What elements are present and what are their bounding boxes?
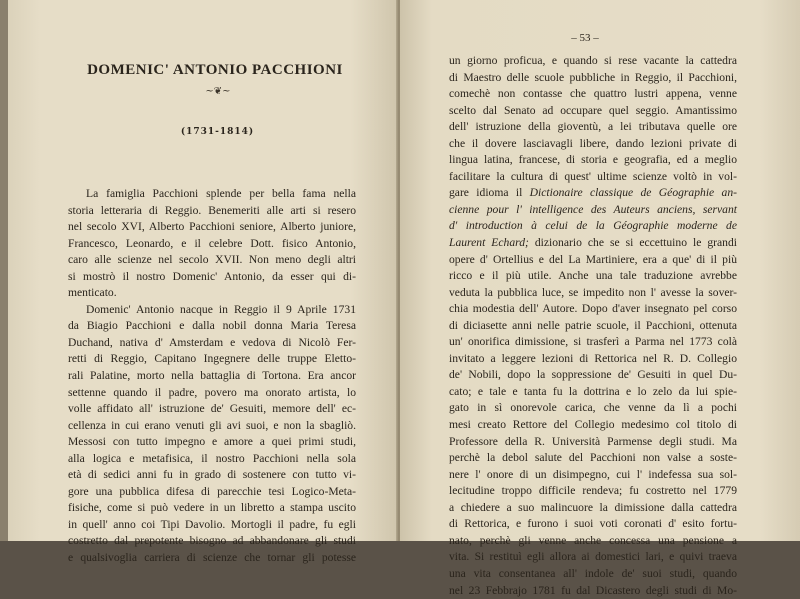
text-line: Duchand, nativa d' Amsterdam e vedova di Nicolò Fer- xyxy=(68,335,356,352)
text-line: e qualsivoglia carriera di scienze che tornar gli potesse xyxy=(68,550,356,567)
text-line: chia modestia dell' Autore. Dopo d'aver insegnato pel corso xyxy=(449,301,737,318)
text-line: nel 23 Febbrajo 1781 fu dal Dicastero degli studi di Mo- xyxy=(449,583,737,599)
text-line: da Biagio Pacchioni e dalla nobil donna Maria Teresa xyxy=(68,318,356,335)
text-line: volle affidato all' istruzione de' Gesuiti, memore dell' ec- xyxy=(68,401,356,418)
chapter-title: DOMENIC' ANTONIO PACCHIONI xyxy=(60,62,370,79)
text-line: scelto dal Senato ad occupare quel seggio. Amantissimo xyxy=(449,103,737,120)
text-line: rali Palatine, morto nella battaglia di Tortona. Era ancor xyxy=(68,368,356,385)
text-line: perchè la debol salute del Pacchioni non valse a soste- xyxy=(449,450,737,467)
text-line: de' Nobili, dopo la soppressione de' Gesuiti in quel Du- xyxy=(449,367,737,384)
text-line: d' introduction à celui de la Géographie moderne de xyxy=(449,218,737,235)
text-line: opere d' Ortellius e del La Martiniere, era a que' di il più xyxy=(449,252,737,269)
text-line: storia letteraria di Reggio. Benemeriti alle arti si resero xyxy=(68,203,356,220)
text-line: nel secolo XVI, Alberto Pacchioni seniore, Alberto juniore, xyxy=(68,219,356,236)
text-line: ricco e il più utile. Anche una tale traduzione avrebbe xyxy=(449,268,737,285)
text-line: fisiche, come si può vedere in un libretto a stampa uscito xyxy=(68,500,356,517)
page-number: – 53 – xyxy=(560,32,610,44)
text-line: gore una pubblica difesa di parecchie tesi Logico-Meta- xyxy=(68,484,356,501)
text-line: di Maestro delle scuole pubbliche in Reggio, il Pacchioni, xyxy=(449,70,737,87)
text-line: cellenza in cui erano venuti gli avi suoi, e non la sbagliò. xyxy=(68,418,356,435)
text-line: La famiglia Pacchioni splende per bella fama nella xyxy=(68,186,356,203)
text-line: età di sedici anni fu in grado di sostenere con tutto vi- xyxy=(68,467,356,484)
text-line: settenne quando il padre, povero ma onorato artista, lo xyxy=(68,385,356,402)
left-page-body xyxy=(68,186,356,567)
text-line: nato, perchè gli venne anche concessa una pensione a xyxy=(449,533,737,550)
text-line: un giorno proficua, e quando si rese vacante la cattedra xyxy=(449,53,737,70)
right-page-body xyxy=(449,53,737,599)
text-line: comechè non contasse che quattro lustri appena, venne xyxy=(449,86,737,103)
text-line: una vita consentanea all' indole de' suoi studi, quando xyxy=(449,566,737,583)
page-edge xyxy=(0,0,8,541)
text-line: nere l' onore di un disimpegno, cui l' indefessa sua sol- xyxy=(449,467,737,484)
text-line: che il dovere lasciavagli libere, dando lezioni private di xyxy=(449,136,737,153)
text-line: Messosi con tutto impegno e amore a quei primi studi, xyxy=(68,434,356,451)
text-line: lecitudine troppo difficile rendeva; fu costretto nel 1779 xyxy=(449,483,737,500)
text-line: invitato a leggere lezioni di Rettorica nel R. D. Collegio xyxy=(449,351,737,368)
ornament-divider: ~❦~ xyxy=(188,86,248,97)
text-line: vita. Si restituì egli allora ai domestici lari, e quivi traeva xyxy=(449,549,737,566)
text-line: gato in sì onorevole carica, che venne da lì a pochi xyxy=(449,400,737,417)
text-line: cienne pour l' intelligence des Auteurs anciens, servant xyxy=(449,202,737,219)
text-line: Laurent Echard; dizionario che se si eccettuino le grandi xyxy=(449,235,737,252)
text-line: gare idioma il Dictionaire classique de Géographie an- xyxy=(449,185,737,202)
text-line: un' onorifica dimissione, si trasferì a Parma nel 1773 colà xyxy=(449,334,737,351)
text-line: in quell' anno coi Tipi Davolio. Mortogli il padre, fu egli xyxy=(68,517,356,534)
text-line: cato; e tale e tanta fu la dottrina e lo zelo da lui spie- xyxy=(449,384,737,401)
text-line: caro alle scienze nel secolo XVII. Non meno degli altri xyxy=(68,252,356,269)
text-line: facilitare la cultura di quest' ultime scienze voltò in vol- xyxy=(449,169,737,186)
right-page xyxy=(400,0,800,541)
text-line: mesi creato Rettore del Collegio medesimo col titolo di xyxy=(449,417,737,434)
text-line: alla logica e metafisica, il nostro Pacchioni nella sola xyxy=(68,451,356,468)
text-line: retti di Reggio, Capitano Ingegnere delle truppe Eletto- xyxy=(68,351,356,368)
text-line: di diciasette anni nelle patrie scuole, il Pacchioni, ottenuta xyxy=(449,318,737,335)
text-line: di Rettorica, e furono i suoi voti coronati d' esito fortu- xyxy=(449,516,737,533)
text-line: Domenic' Antonio nacque in Reggio il 9 Aprile 1731 xyxy=(68,302,356,319)
text-line: Francesco, Leonardo, e il celebre Dott. fisico Antonio, xyxy=(68,236,356,253)
life-dates: (1731-1814) xyxy=(160,127,275,137)
text-line: dell' istruzione della gioventù, a lei tributava quelle ore xyxy=(449,119,737,136)
text-line: Professore della R. Università Parmense degli studi. Ma xyxy=(449,434,737,451)
text-line: a chiedere a suo malincuore la dimissione dalla cattedra xyxy=(449,500,737,517)
left-page xyxy=(0,0,398,541)
text-line: si mostrò il nostro Domenic' Antonio, da esser qui di- xyxy=(68,269,356,286)
text-line: veduta la pubblica luce, se impedito non l' avesse la sover- xyxy=(449,285,737,302)
text-line: costretto dal prepotente bisogno ad abbandonare gli studi xyxy=(68,533,356,550)
text-line: lingua latina, francese, di storia e geografia, ed a meglio xyxy=(449,152,737,169)
text-line: menticato. xyxy=(68,285,356,302)
